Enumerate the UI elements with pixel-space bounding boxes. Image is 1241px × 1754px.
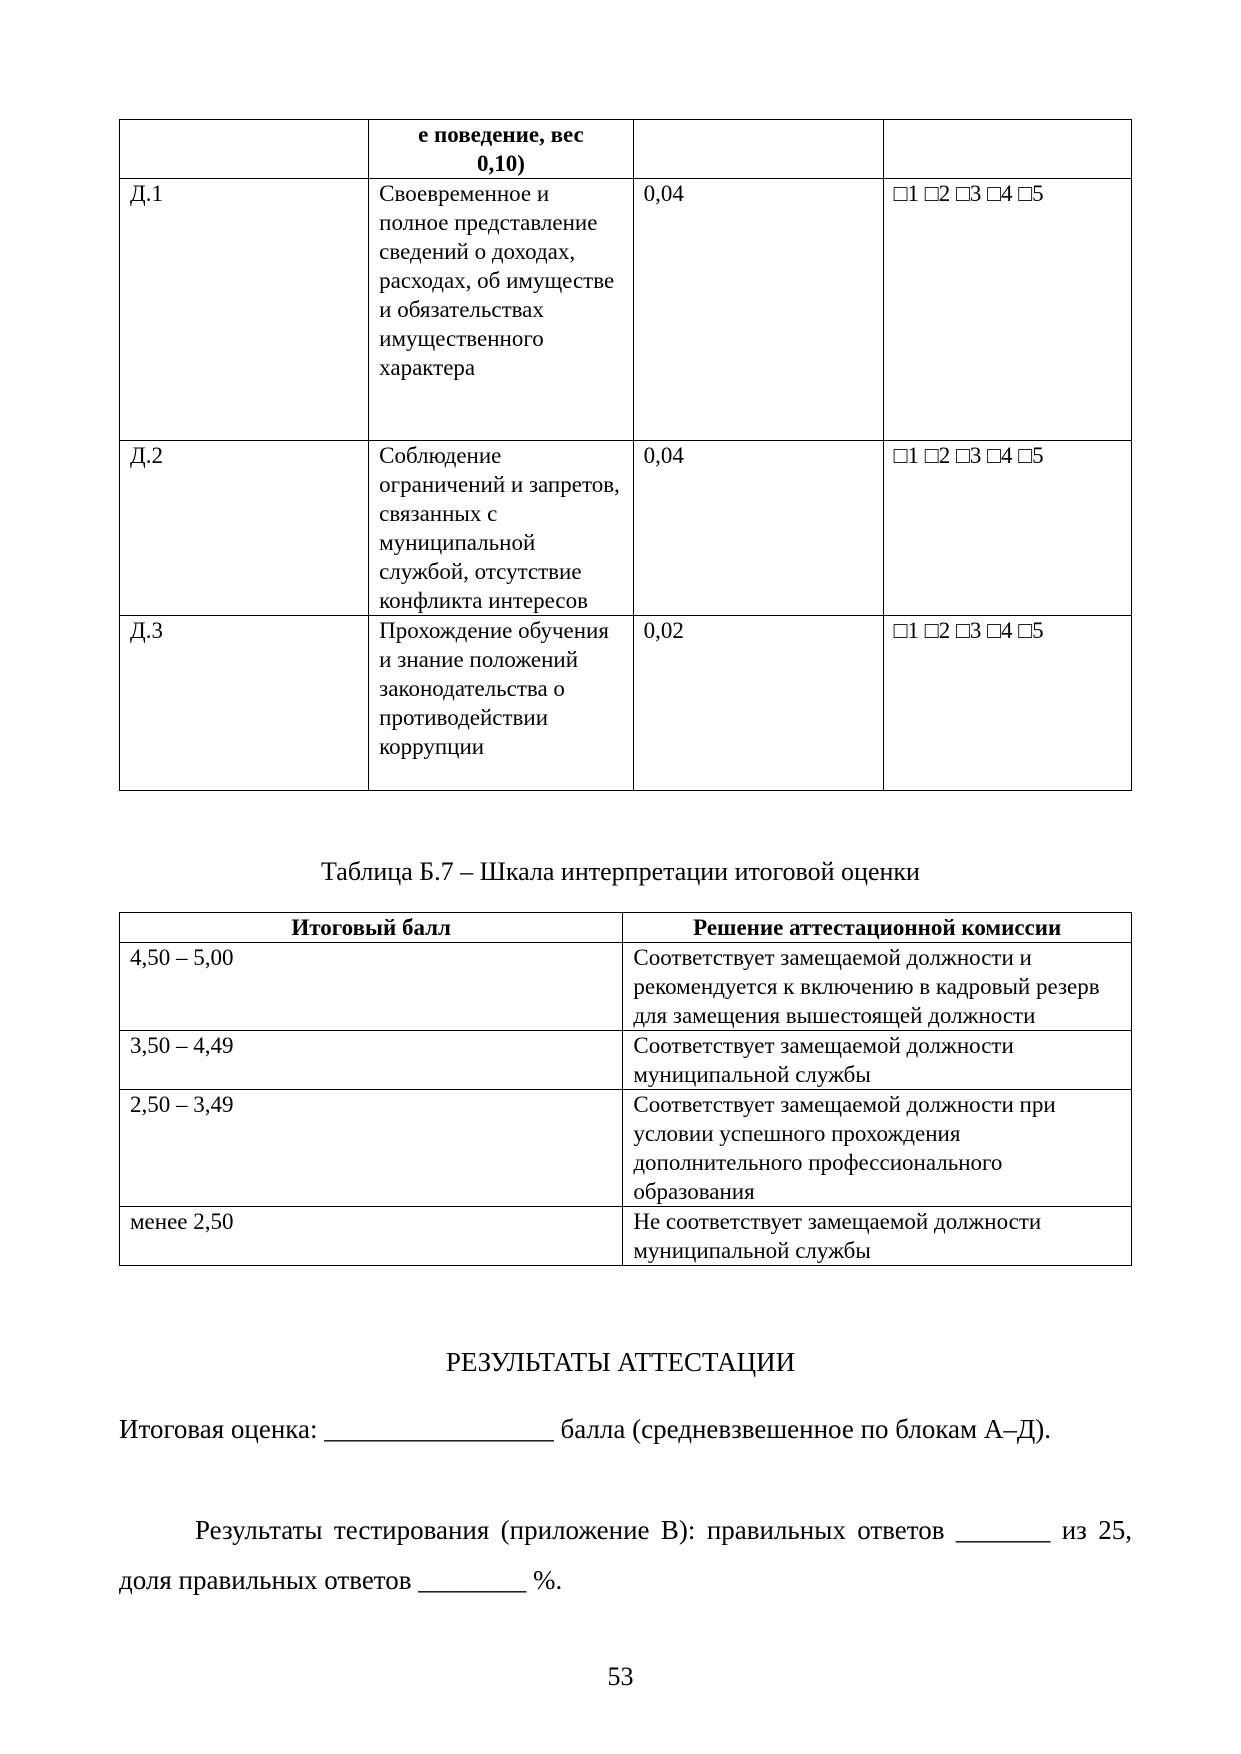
- commission-decision: Соответствует замещаемой должности муниципальной службы: [623, 1031, 1132, 1090]
- rating-scale-checkboxes[interactable]: □1 □2 □3 □4 □5: [883, 616, 1131, 791]
- block-header-fragment: [369, 120, 634, 179]
- header-fragment-line1: е поведение, вес: [418, 122, 584, 147]
- rating-scale-checkboxes[interactable]: □1 □2 □3 □4 □5: [883, 441, 1131, 616]
- score-range: менее 2,50: [120, 1207, 623, 1266]
- column-header-score: Итоговый балл: [120, 913, 623, 943]
- criterion-code: Д.2: [120, 441, 369, 616]
- table-row: [120, 441, 1132, 616]
- table-header-row: [120, 913, 1132, 943]
- table-b7-caption: Таблица Б.7 – Шкала интерпретации итоговой оценки: [321, 857, 920, 886]
- table-row: [120, 1031, 1132, 1090]
- rating-scale-checkboxes[interactable]: □1 □2 □3 □4 □5: [883, 179, 1131, 441]
- table-row: [120, 1090, 1132, 1207]
- table-cell: [120, 120, 369, 179]
- final-score-paragraph: Итоговая оценка: _________________ балла (средневзвешенное по блокам А–Д).: [119, 1414, 1052, 1444]
- table-row: [120, 179, 1132, 441]
- table-row: [120, 616, 1132, 791]
- criterion-text: Соблюдение ограничений и запретов, связанных с муниципальной службой, отсутствие конфликта интересов: [369, 441, 634, 616]
- commission-decision: Соответствует замещаемой должности и рекомендуется к включению в кадровый резерв для замещения вышестоящей должности: [623, 943, 1132, 1031]
- table-cell: [633, 120, 883, 179]
- header-fragment-line2: 0,10): [476, 151, 525, 176]
- score-range: 2,50 – 3,49: [120, 1090, 623, 1207]
- criterion-weight: 0,04: [633, 179, 883, 441]
- table-row: [120, 120, 1132, 179]
- commission-decision: Соответствует замещаемой должности при условии успешного прохождения дополнительного профессионального образования: [623, 1090, 1132, 1207]
- table-cell: [883, 120, 1131, 179]
- score-range: 3,50 – 4,49: [120, 1031, 623, 1090]
- table-row: [120, 1207, 1132, 1266]
- assessment-table-continuation: [119, 119, 1132, 791]
- score-range: 4,50 – 5,00: [120, 943, 623, 1031]
- criterion-code: Д.3: [120, 616, 369, 791]
- criterion-weight: 0,04: [633, 441, 883, 616]
- table-row: [120, 943, 1132, 1031]
- results-section-title: РЕЗУЛЬТАТЫ АТТЕСТАЦИИ: [445, 1347, 796, 1377]
- criterion-text: Прохождение обучения и знание положений законодательства о противодействии коррупции: [369, 616, 634, 791]
- criterion-code: Д.1: [120, 179, 369, 441]
- criterion-text: Своевременное и полное представление сведений о доходах, расходах, об имуществе и обязательствах имущественного характера: [369, 179, 634, 441]
- score-interpretation-table: [119, 912, 1132, 1266]
- testing-results-paragraph: Результаты тестирования (приложение В): правильных ответов _______ из 25, доля правильных ответов ________ %.: [119, 1515, 1132, 1595]
- criterion-weight: 0,02: [633, 616, 883, 791]
- column-header-decision: Решение аттестационной комиссии: [623, 913, 1132, 943]
- page-number: 53: [607, 1662, 634, 1691]
- commission-decision: Не соответствует замещаемой должности муниципальной службы: [623, 1207, 1132, 1266]
